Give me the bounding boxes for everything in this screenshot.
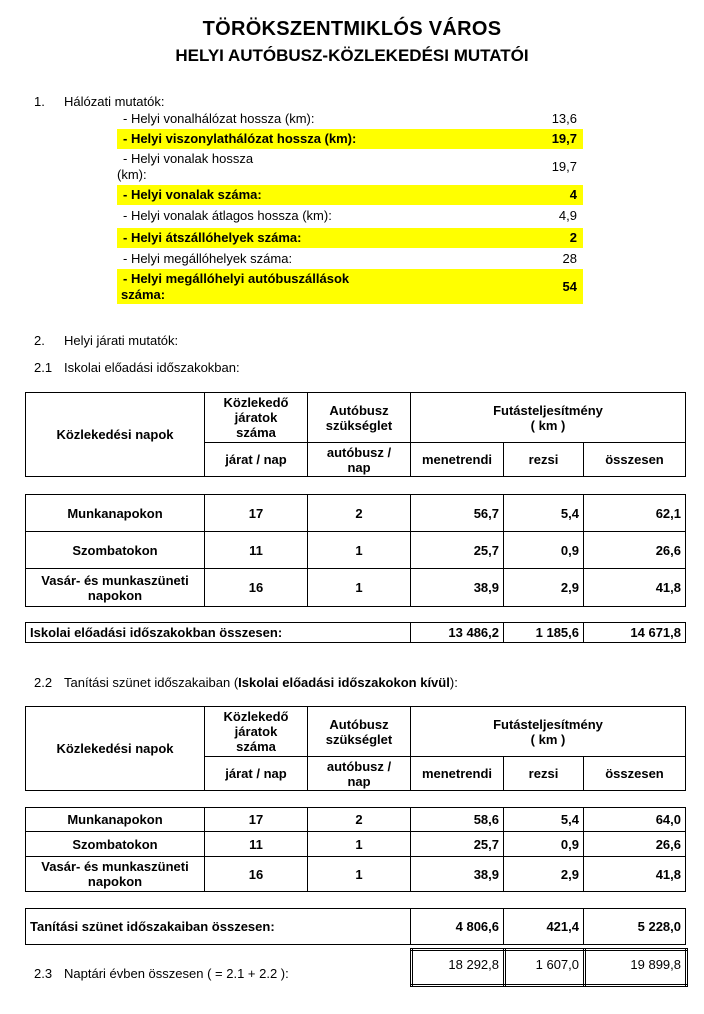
table-cell: Iskolai előadási időszakokban összesen: (26, 623, 411, 643)
network-label: - Helyi vonalak száma: (123, 187, 262, 202)
section-2-2-heading: 2.2 Tanítási szünet időszakaiban (Iskolai előadási időszakokon kívül): (34, 675, 458, 690)
network-value: 4,9 (558, 208, 577, 223)
table-cell: 421,4 (504, 909, 584, 945)
table-row (26, 857, 686, 892)
table-cell: 11 (205, 532, 308, 569)
table-cell: 13 486,2 (411, 623, 504, 643)
annual-total: 19 899,8 (585, 950, 687, 986)
table-cell: Munkanapokon (26, 495, 205, 532)
header-bus-unit: autóbusz / nap (308, 757, 411, 791)
table-cell: Tanítási szünet időszakaiban összesen: (26, 909, 411, 945)
table-cell: Vasár- és munkaszüneti napokon (26, 569, 205, 607)
table-row (26, 532, 686, 569)
header-days: Közlekedési napok (26, 393, 205, 477)
table-cell: Szombatokon (26, 832, 205, 857)
table-cell: 5,4 (504, 495, 584, 532)
network-value: 19,7 (551, 159, 577, 174)
table-cell: 1 (308, 532, 411, 569)
table-cell: Szombatokon (26, 532, 205, 569)
schedule-table-body (25, 494, 686, 607)
table-cell: 5,4 (504, 808, 584, 832)
annual-overhead: 1 607,0 (505, 950, 585, 986)
network-label: - Helyi vonalak hossza (km): (117, 151, 254, 182)
header-scheduled: menetrendi (411, 443, 504, 477)
table-cell: 2,9 (504, 569, 584, 607)
section-title: Hálózati mutatók: (64, 94, 165, 109)
header-trips-unit: járat / nap (205, 443, 308, 477)
network-label: - Helyi megállóhelyi autóbuszállások száma: (121, 271, 350, 302)
table-row (26, 808, 686, 832)
table-cell: 0,9 (504, 532, 584, 569)
table-cell: 62,1 (584, 495, 686, 532)
header-bus-unit: autóbusz / nap (308, 443, 411, 477)
table-cell: 64,0 (584, 808, 686, 832)
page-subtitle: HELYI AUTÓBUSZ-KÖZLEKEDÉSI MUTATÓI (175, 46, 529, 65)
table-cell: 17 (205, 495, 308, 532)
table-cell: 2 (308, 495, 411, 532)
table-cell: 38,9 (411, 569, 504, 607)
table-cell: 41,8 (584, 569, 686, 607)
table-cell: 1 (308, 832, 411, 857)
network-value: 28 (562, 251, 577, 266)
header-bus-need: Autóbusz szükséglet (308, 393, 411, 443)
table-cell: 56,7 (411, 495, 504, 532)
table-cell: 26,6 (584, 532, 686, 569)
header-performance: Futásteljesítmény ( km ) (411, 707, 686, 757)
network-indicators-list (117, 109, 583, 304)
table-cell: 1 (308, 569, 411, 607)
network-row-highlighted (117, 269, 583, 304)
section-number: 2.2 (34, 675, 53, 690)
section-number: 2. (34, 333, 45, 348)
network-value: 19,7 (551, 131, 577, 146)
table-cell: 25,7 (411, 832, 504, 857)
header-trips: Közlekedő járatok száma (205, 393, 308, 443)
header-trips: Közlekedő járatok száma (205, 707, 308, 757)
section-title: Helyi járati mutatók: (64, 333, 179, 348)
network-row (117, 109, 583, 129)
header-bus-need: Autóbusz szükséglet (308, 707, 411, 757)
table-cell: 1 185,6 (504, 623, 584, 643)
header-overhead: rezsi (504, 443, 584, 477)
sum-row-2-2 (25, 908, 686, 945)
header-total: összesen (584, 757, 686, 791)
network-value: 4 (569, 187, 577, 202)
table-cell: 38,9 (411, 857, 504, 892)
network-label: - Helyi átszállóhelyek száma: (123, 230, 302, 245)
table-cell: Vasár- és munkaszüneti napokon (26, 857, 205, 892)
annual-scheduled: 18 292,8 (412, 950, 505, 986)
section-number: 2.3 (34, 966, 53, 981)
section-title: Iskolai előadási időszakokban: (64, 360, 240, 375)
schedule-table-body (25, 807, 686, 892)
section-2-3-heading (34, 966, 289, 981)
table-cell: 0,9 (504, 832, 584, 857)
section-2-heading (34, 333, 178, 348)
network-row-highlighted (117, 129, 583, 149)
section-number: 2.1 (34, 360, 53, 375)
network-row-highlighted (117, 228, 583, 248)
table-cell: 5 228,0 (584, 909, 686, 945)
network-label: - Helyi megállóhelyek száma: (123, 251, 293, 266)
network-row (117, 248, 583, 269)
table-cell: 58,6 (411, 808, 504, 832)
table-cell: 1 (308, 857, 411, 892)
table-cell: 25,7 (411, 532, 504, 569)
table-cell: 4 806,6 (411, 909, 504, 945)
header-overhead: rezsi (504, 757, 584, 791)
header-total: összesen (584, 443, 686, 477)
annual-total-row (410, 948, 688, 987)
network-value: 13,6 (551, 111, 577, 126)
table-row (26, 832, 686, 857)
sum-row-2-1 (25, 622, 686, 643)
section-number: 1. (34, 94, 45, 109)
header-trips-unit: járat / nap (205, 757, 308, 791)
network-row-highlighted (117, 185, 583, 205)
section-2-1-heading (34, 360, 240, 375)
table-cell: 41,8 (584, 857, 686, 892)
network-value: 54 (562, 279, 577, 294)
schedule-table-header (25, 706, 686, 791)
network-row (117, 149, 583, 185)
table-row (26, 569, 686, 607)
section-1-heading (34, 94, 164, 109)
table-cell: 14 671,8 (584, 623, 686, 643)
network-row (117, 205, 583, 228)
network-label: - Helyi viszonylathálózat hossza (km): (123, 131, 357, 146)
table-cell: 2,9 (504, 857, 584, 892)
table-cell: Munkanapokon (26, 808, 205, 832)
header-days: Közlekedési napok (26, 707, 205, 791)
section-title: Naptári évben összesen ( = 2.1 + 2.2 ): (64, 966, 289, 981)
header-performance: Futásteljesítmény ( km ) (411, 393, 686, 443)
table-cell: 26,6 (584, 832, 686, 857)
header-scheduled: menetrendi (411, 757, 504, 791)
table-cell: 16 (205, 569, 308, 607)
table-cell: 17 (205, 808, 308, 832)
schedule-table-header (25, 392, 686, 477)
table-row (26, 495, 686, 532)
network-label: - Helyi vonalhálózat hossza (km): (123, 111, 315, 126)
table-cell: 11 (205, 832, 308, 857)
table-cell: 2 (308, 808, 411, 832)
network-label: - Helyi vonalak átlagos hossza (km): (123, 208, 332, 223)
table-cell: 16 (205, 857, 308, 892)
network-value: 2 (569, 230, 577, 245)
page-title: TÖRÖKSZENTMIKLÓS VÁROS (202, 18, 502, 40)
